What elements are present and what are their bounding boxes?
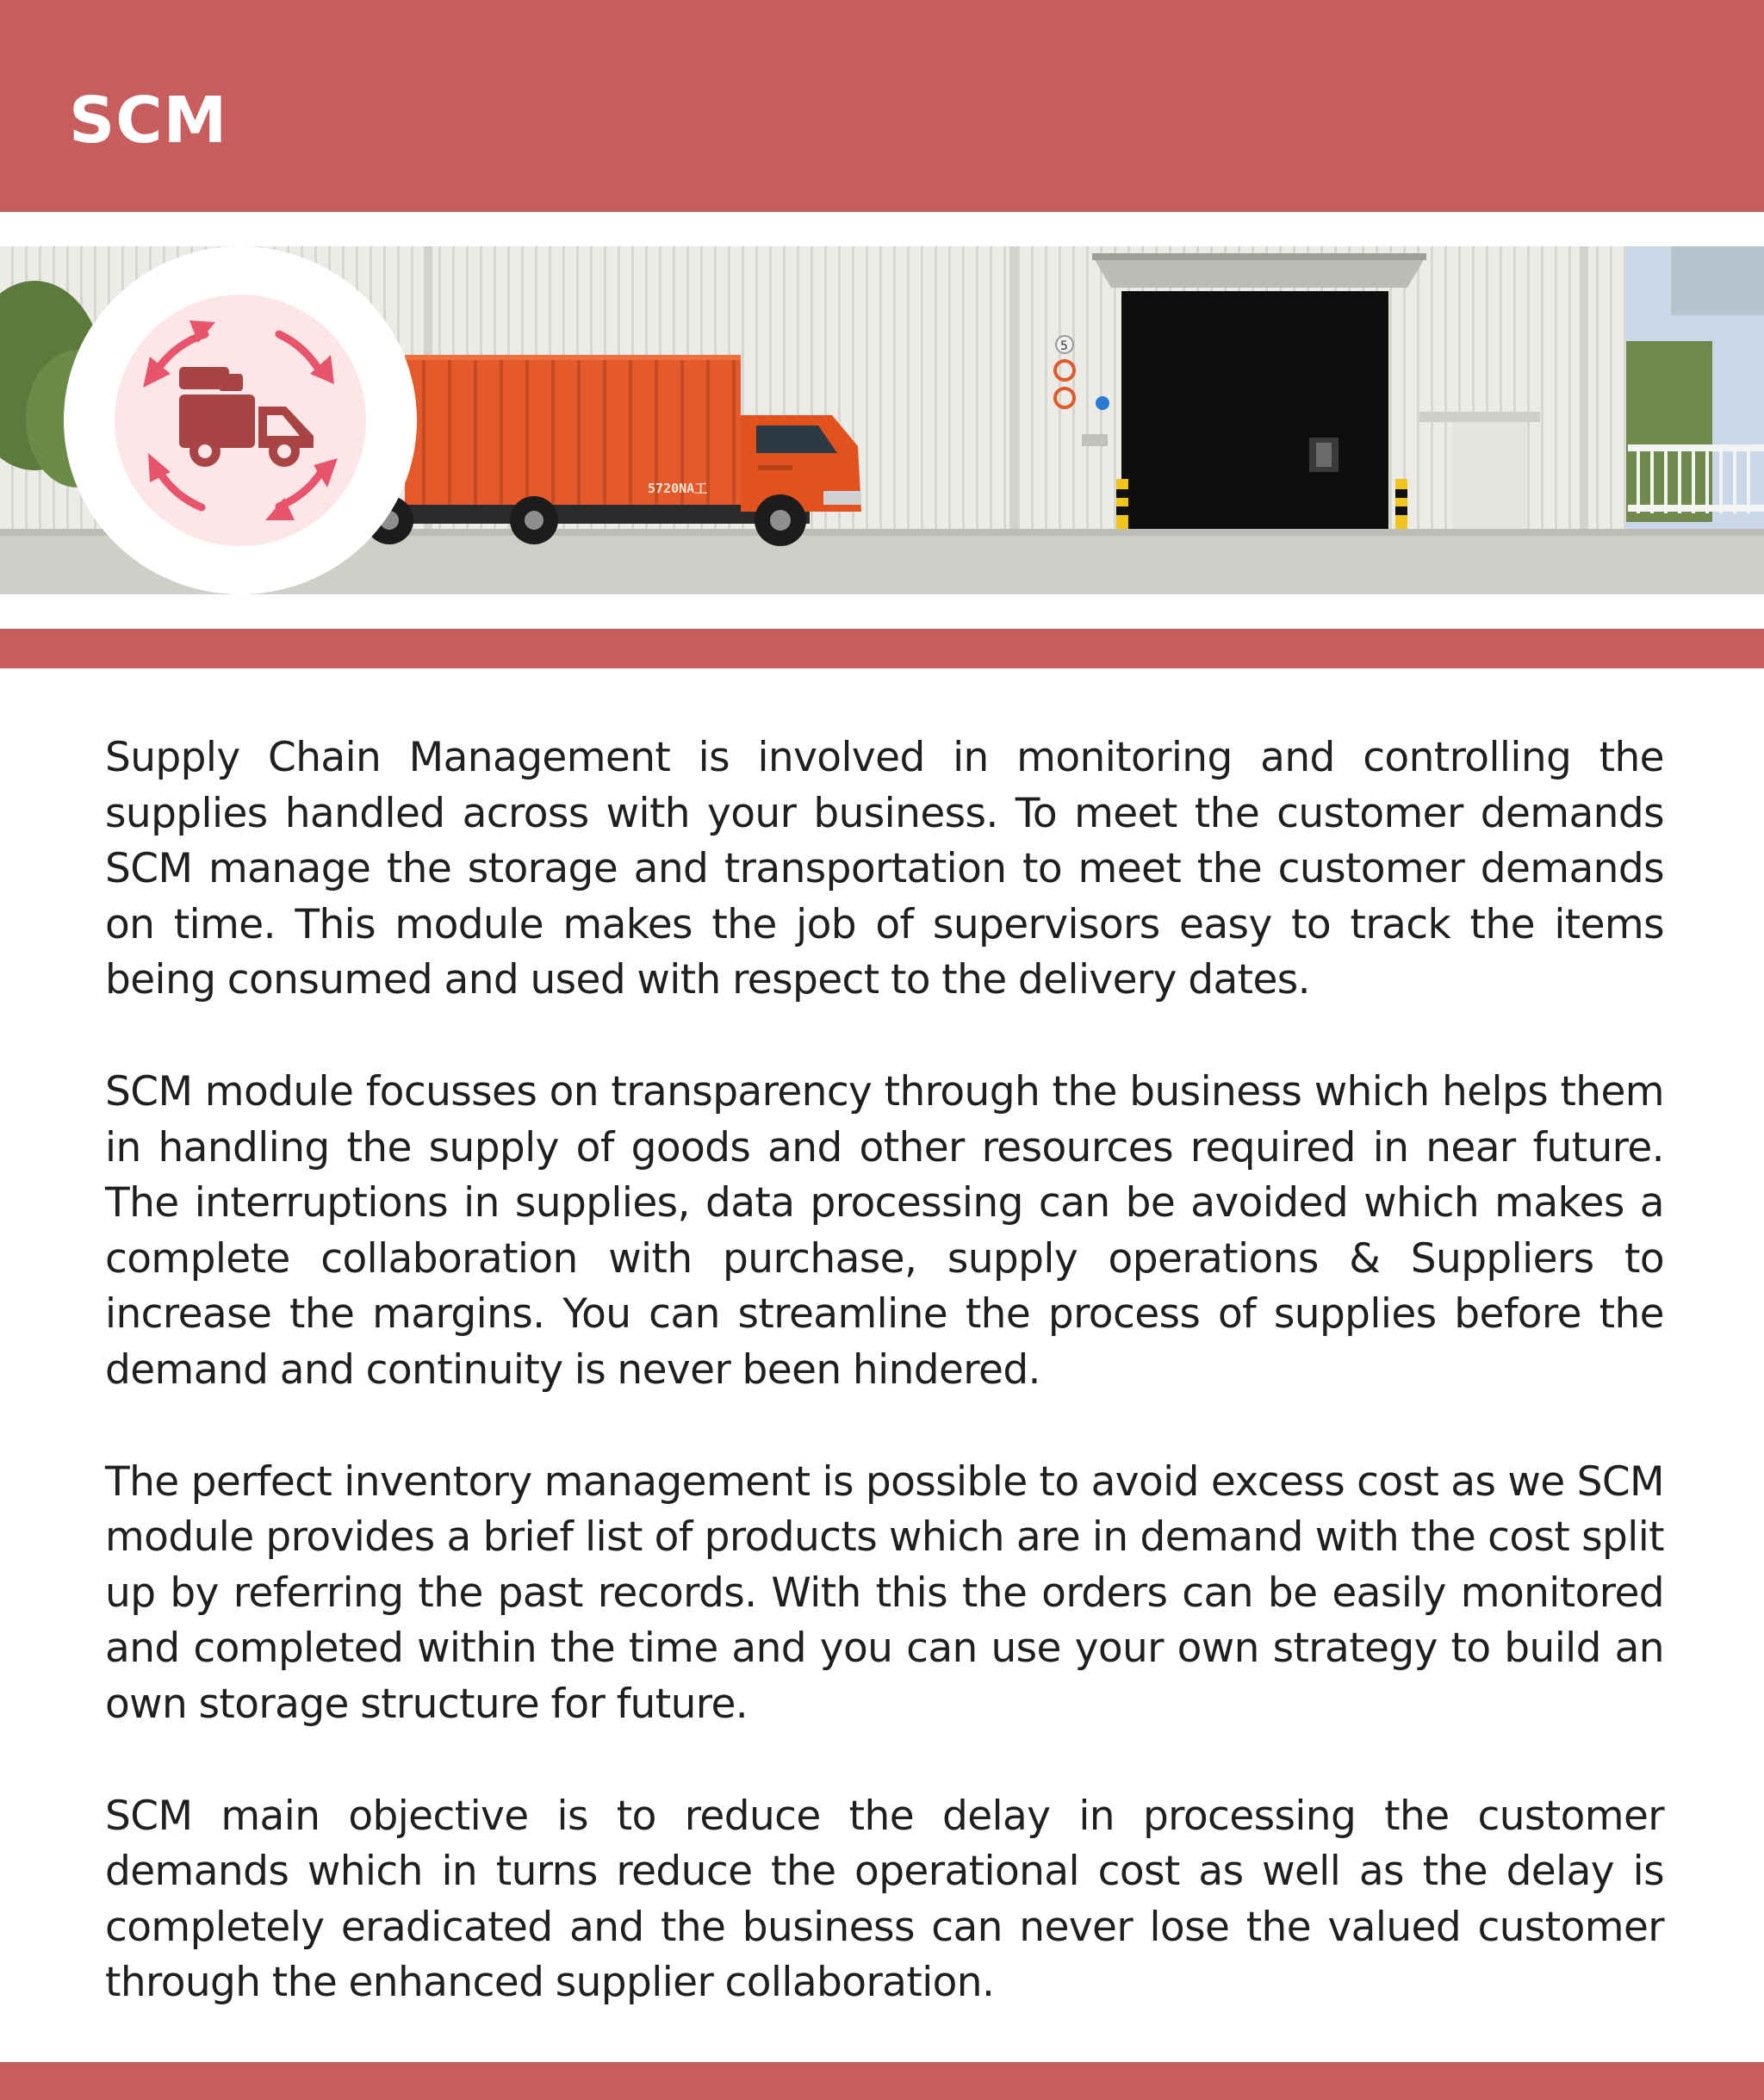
- scm-truck-icon: [64, 246, 417, 594]
- paragraph-1: Supply Chain Management is involved in monitoring and controlling the supplies handled across with your business. To meet the customer demands SCM manage the storage and transportation to meet the customer demands on time. This module makes the job of supervisors easy to track the items being consumed and used with respect to the delivery dates.: [105, 734, 1664, 1004]
- content-body: [105, 730, 1664, 2067]
- door-number: 5: [1060, 339, 1068, 353]
- divider-bar: [0, 629, 1764, 668]
- paragraph-3: The perfect inventory management is possible to avoid excess cost as we SCM module provides a brief list of products which are in demand with the cost split up by referring the past records. With this the orders can be easily monitored and completed within the time and you can use your own strategy to build an own storage structure for future.: [105, 1457, 1664, 1728]
- truck-plate-text: 5720NA工: [648, 481, 708, 496]
- header-bar: [0, 0, 1764, 212]
- page-title: SCM: [69, 84, 228, 158]
- paragraph-2: SCM module focusses on transparency through the business which helps them in handling the supply of goods and other resources required in near future. The interruptions in supplies, data processing can be avoided which makes a complete collaboration with purchase, supply operations & Suppliers to increase the margins. You can streamline the process of supplies before the demand and continuity is never been hindered.: [105, 1067, 1664, 1394]
- footer-bar: [0, 2062, 1764, 2100]
- paragraph-4: SCM main objective is to reduce the delay in processing the customer demands which in turns reduce the operational cost as well as the delay is completely eradicated and the business can never lose the valued customer through the enhanced supplier collaboration.: [105, 1792, 1664, 2007]
